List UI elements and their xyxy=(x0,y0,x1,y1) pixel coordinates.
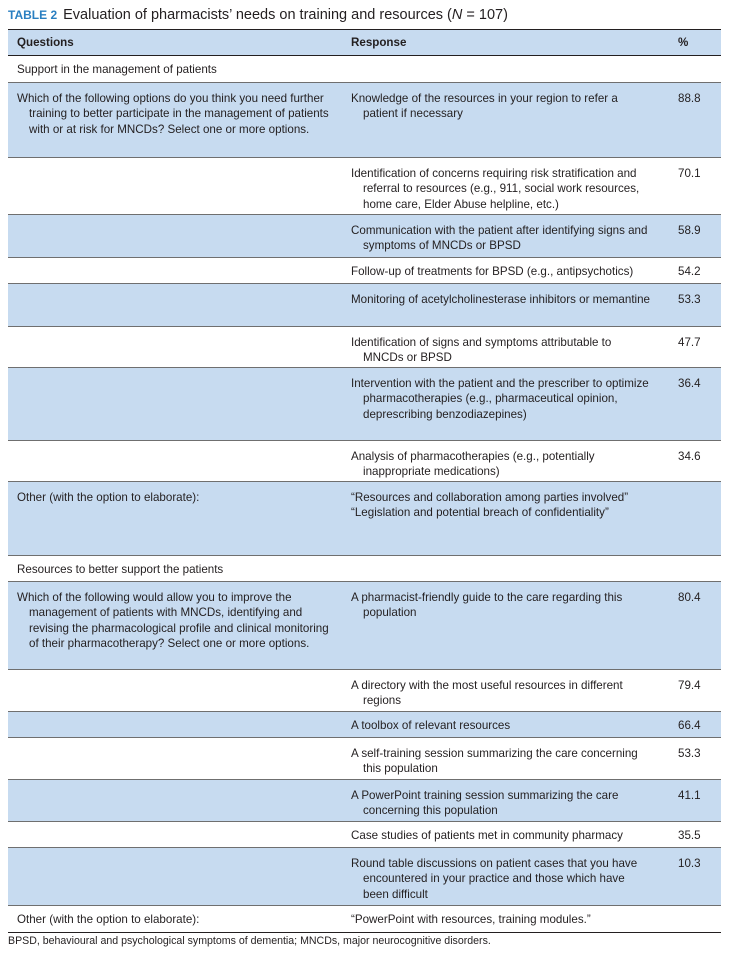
response-text: Identification of signs and symptoms attributable to MNCDs or BPSD xyxy=(351,336,612,365)
percent-value: 36.4 xyxy=(678,377,701,390)
table-row xyxy=(8,158,721,215)
n-value: = 107) xyxy=(462,7,508,23)
question-text: Which of the following would allow you to improve the management of patients with MNCDs, identifying and revising the pharmacological profile and clinical monitoring of their pharmacotherapy? Select one or more options. xyxy=(17,591,329,650)
percent-value: 58.9 xyxy=(678,224,701,237)
percent-value: 54.2 xyxy=(678,265,701,278)
percent-value: 53.3 xyxy=(678,293,701,306)
table-row xyxy=(8,906,721,933)
table-row xyxy=(8,822,721,848)
response-text: Analysis of pharmacotherapies (e.g., potentially inappropriate medications) xyxy=(351,450,595,479)
table-title: Evaluation of pharmacists’ needs on training and resources ( xyxy=(63,7,452,23)
header-response: Response xyxy=(351,35,407,49)
table-row xyxy=(8,712,721,738)
table-row xyxy=(8,83,721,158)
other-label: Other (with the option to elaborate): xyxy=(17,913,200,926)
response-text: Round table discussions on patient cases that you have encountered in your practice and those which have been difficult xyxy=(351,857,638,901)
n-symbol: N xyxy=(451,7,463,23)
percent-value: 35.5 xyxy=(678,829,701,842)
response-text: Monitoring of acetylcholinesterase inhibitors or memantine xyxy=(351,293,651,306)
table-row xyxy=(8,368,721,441)
table-row xyxy=(8,258,721,284)
percent-value: 47.7 xyxy=(678,336,701,349)
question-text: Which of the following options do you think you need further training to better participate in the management of patients with or at risk for MNCDs? Select one or more options. xyxy=(17,92,329,136)
response-text: A pharmacist-friendly guide to the care regarding this population xyxy=(351,591,623,620)
header-percent: % xyxy=(678,35,689,49)
table-row xyxy=(8,582,721,670)
percent-value: 79.4 xyxy=(678,679,701,692)
table-row xyxy=(8,215,721,258)
response-text: A self-training session summarizing the care concerning this population xyxy=(351,747,638,776)
percent-value: 34.6 xyxy=(678,450,701,463)
other-response: “Resources and collaboration among parties involved” xyxy=(351,491,629,504)
percent-value: 70.1 xyxy=(678,167,701,180)
needs-table xyxy=(8,29,721,933)
header-questions: Questions xyxy=(17,35,74,49)
other-response: “PowerPoint with resources, training modules.” xyxy=(351,913,591,926)
percent-value: 88.8 xyxy=(678,92,701,105)
table-row xyxy=(8,848,721,906)
section-row xyxy=(8,56,721,83)
response-text: Identification of concerns requiring risk stratification and referral to resources (e.g., 911, social work resources, home care, Elder Abuse helpline, etc.) xyxy=(351,167,640,211)
table-row xyxy=(8,284,721,327)
other-response: “Legislation and potential breach of confidentiality” xyxy=(351,506,609,520)
table-footnote: BPSD, behavioural and psychological symptoms of dementia; MNCDs, major neurocognitive disorders. xyxy=(8,935,491,947)
section-title: Resources to better support the patients xyxy=(17,563,224,576)
response-text: Knowledge of the resources in your region to refer a patient if necessary xyxy=(351,92,618,121)
other-label: Other (with the option to elaborate): xyxy=(17,491,200,504)
table-row xyxy=(8,670,721,712)
response-text: A directory with the most useful resources in different regions xyxy=(351,679,623,708)
percent-value: 66.4 xyxy=(678,719,701,732)
response-text: A toolbox of relevant resources xyxy=(351,719,511,732)
section-title: Support in the management of patients xyxy=(17,63,217,76)
response-text: A PowerPoint training session summarizing the care concerning this population xyxy=(351,789,619,818)
percent-value: 53.3 xyxy=(678,747,701,760)
section-row xyxy=(8,556,721,582)
table-label: TABLE 2 xyxy=(8,8,58,22)
response-text: Communication with the patient after identifying signs and symptoms of MNCDs or BPSD xyxy=(351,224,648,253)
table-row xyxy=(8,780,721,822)
table-row xyxy=(8,441,721,482)
response-text: Intervention with the patient and the prescriber to optimize pharmacotherapies (e.g., pharmaceutical opinion, deprescribing benzodiazepines) xyxy=(351,377,649,421)
table-row xyxy=(8,327,721,368)
table-row xyxy=(8,482,721,556)
table-caption xyxy=(8,6,508,24)
response-text: Case studies of patients met in community pharmacy xyxy=(351,829,623,842)
percent-value: 10.3 xyxy=(678,857,701,870)
response-text: Follow-up of treatments for BPSD (e.g., antipsychotics) xyxy=(351,265,634,278)
table-row xyxy=(8,738,721,780)
percent-value: 41.1 xyxy=(678,789,701,802)
percent-value: 80.4 xyxy=(678,591,701,604)
table-header-row xyxy=(8,30,721,56)
